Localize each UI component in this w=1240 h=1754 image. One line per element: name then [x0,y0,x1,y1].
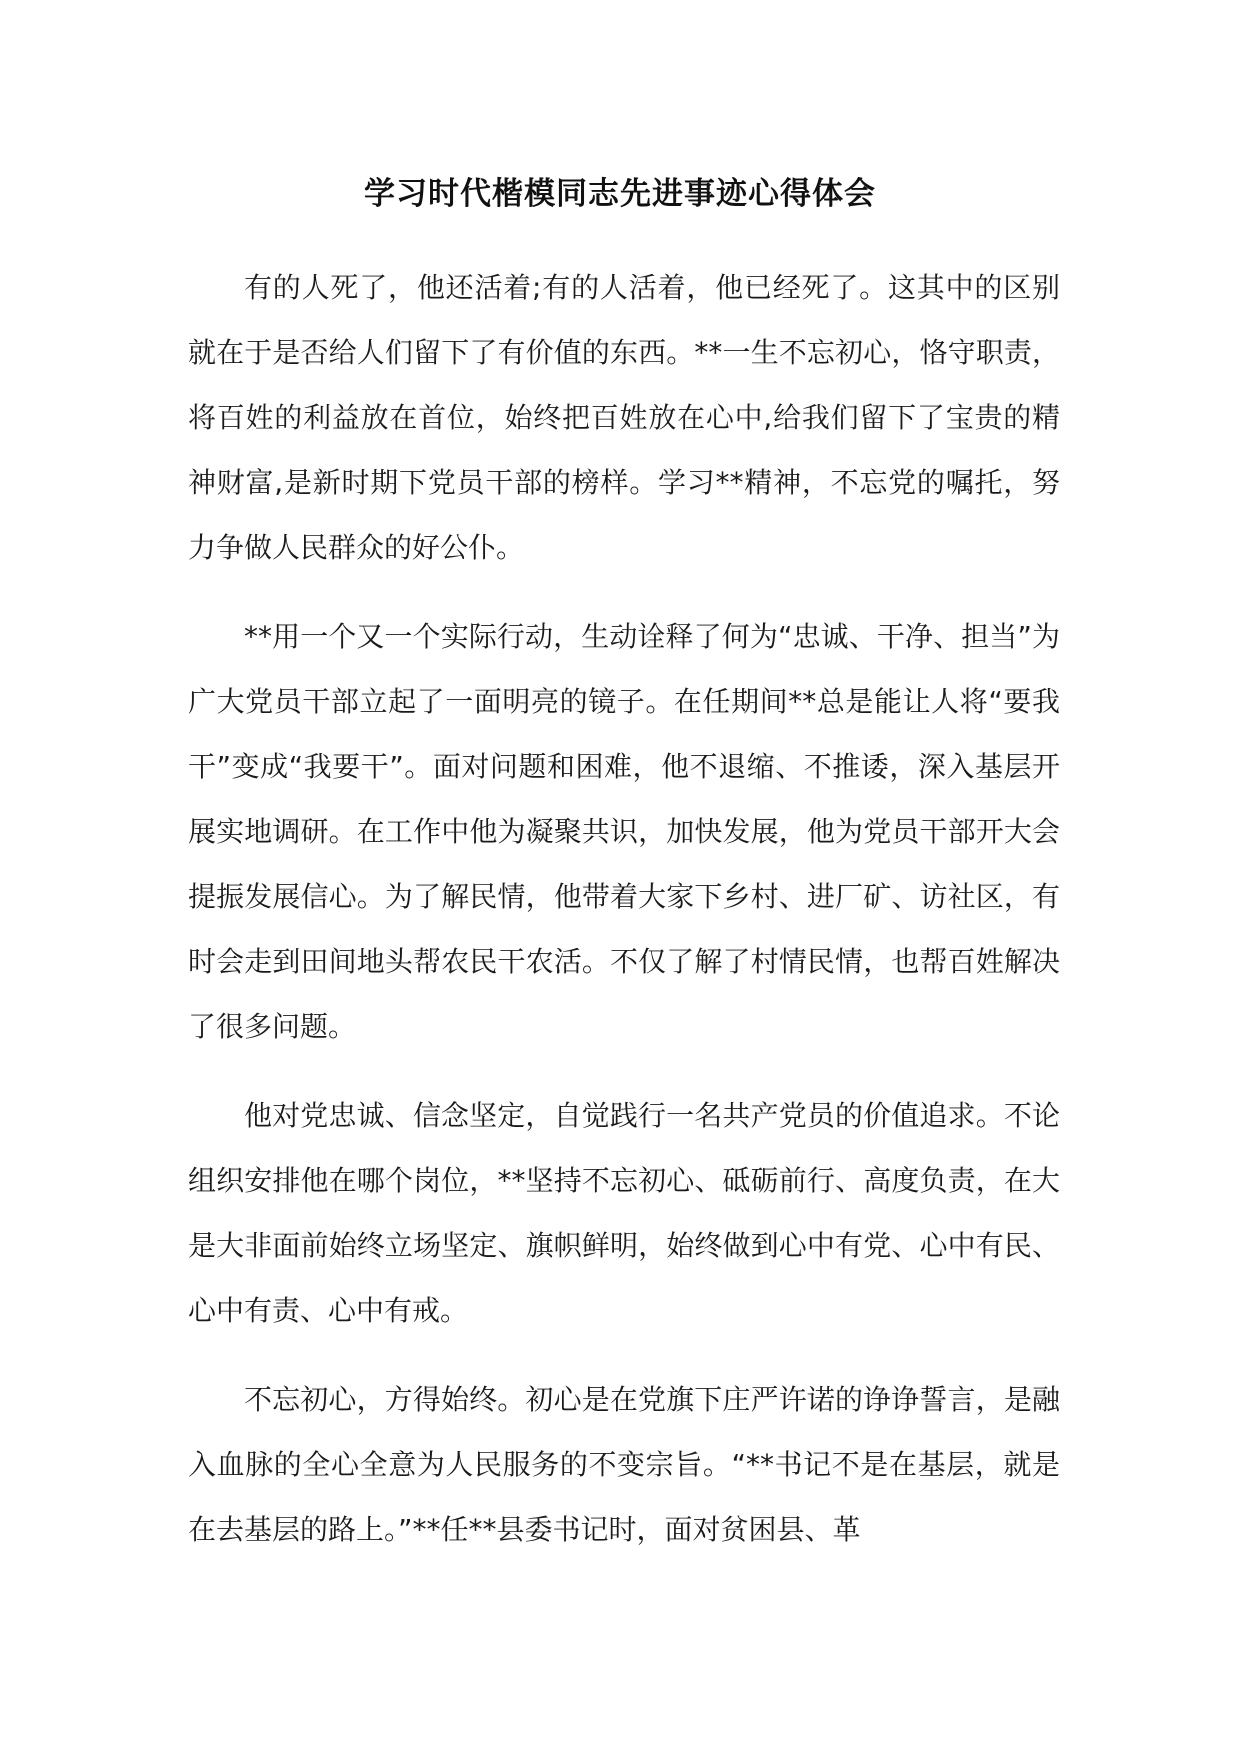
paragraph-2: **用一个又一个实际行动，生动诠释了何为“忠诚、干净、担当”为广大党员干部立起了一面明亮的镜子。在任期间**总是能让人将“要我干”变成“我要干”。面对问题和困难，他不退缩、不推诿，深入基层开展实地调研。在工作中他为凝聚共识，加快发展，他为党员干部开大会提振发展信心。为了解民情，他带着大家下乡村、进厂矿、访社区，有时会走到田间地头帮农民干农活。不仅了解了村情民情，也帮百姓解决了很多问题。 [188,620,1060,1043]
paragraph-1: 有的人死了，他还活着;有的人活着，他已经死了。这其中的区别就在于是否给人们留下了有价值的东西。**一生不忘初心，恪守职责，将百姓的利益放在首位，始终把百姓放在心中,给我们留下了宝贵的精神财富,是新时期下党员干部的榜样。学习**精神，不忘党的嘱托，努力争做人民群众的好公仆。 [188,271,1060,564]
document-title: 学习时代楷模同志先进事迹心得体会 [364,176,876,212]
paragraph-4: 不忘初心，方得始终。初心是在党旗下庄严许诺的诤诤誓言，是融入血脉的全心全意为人民服务的不变宗旨。“**书记不是在基层，就是在去基层的路上。”**任**县委书记时，面对贫困县、革 [188,1383,1060,1546]
paragraph-3: 他对党忠诚、信念坚定，自觉践行一名共产党员的价值追求。不论组织安排他在哪个岗位，**坚持不忘初心、砥砺前行、高度负责，在大是大非面前始终立场坚定、旗帜鲜明，始终做到心中有党、心中有民、心中有责、心中有戒。 [188,1099,1060,1327]
document-body [188,255,1060,1586]
